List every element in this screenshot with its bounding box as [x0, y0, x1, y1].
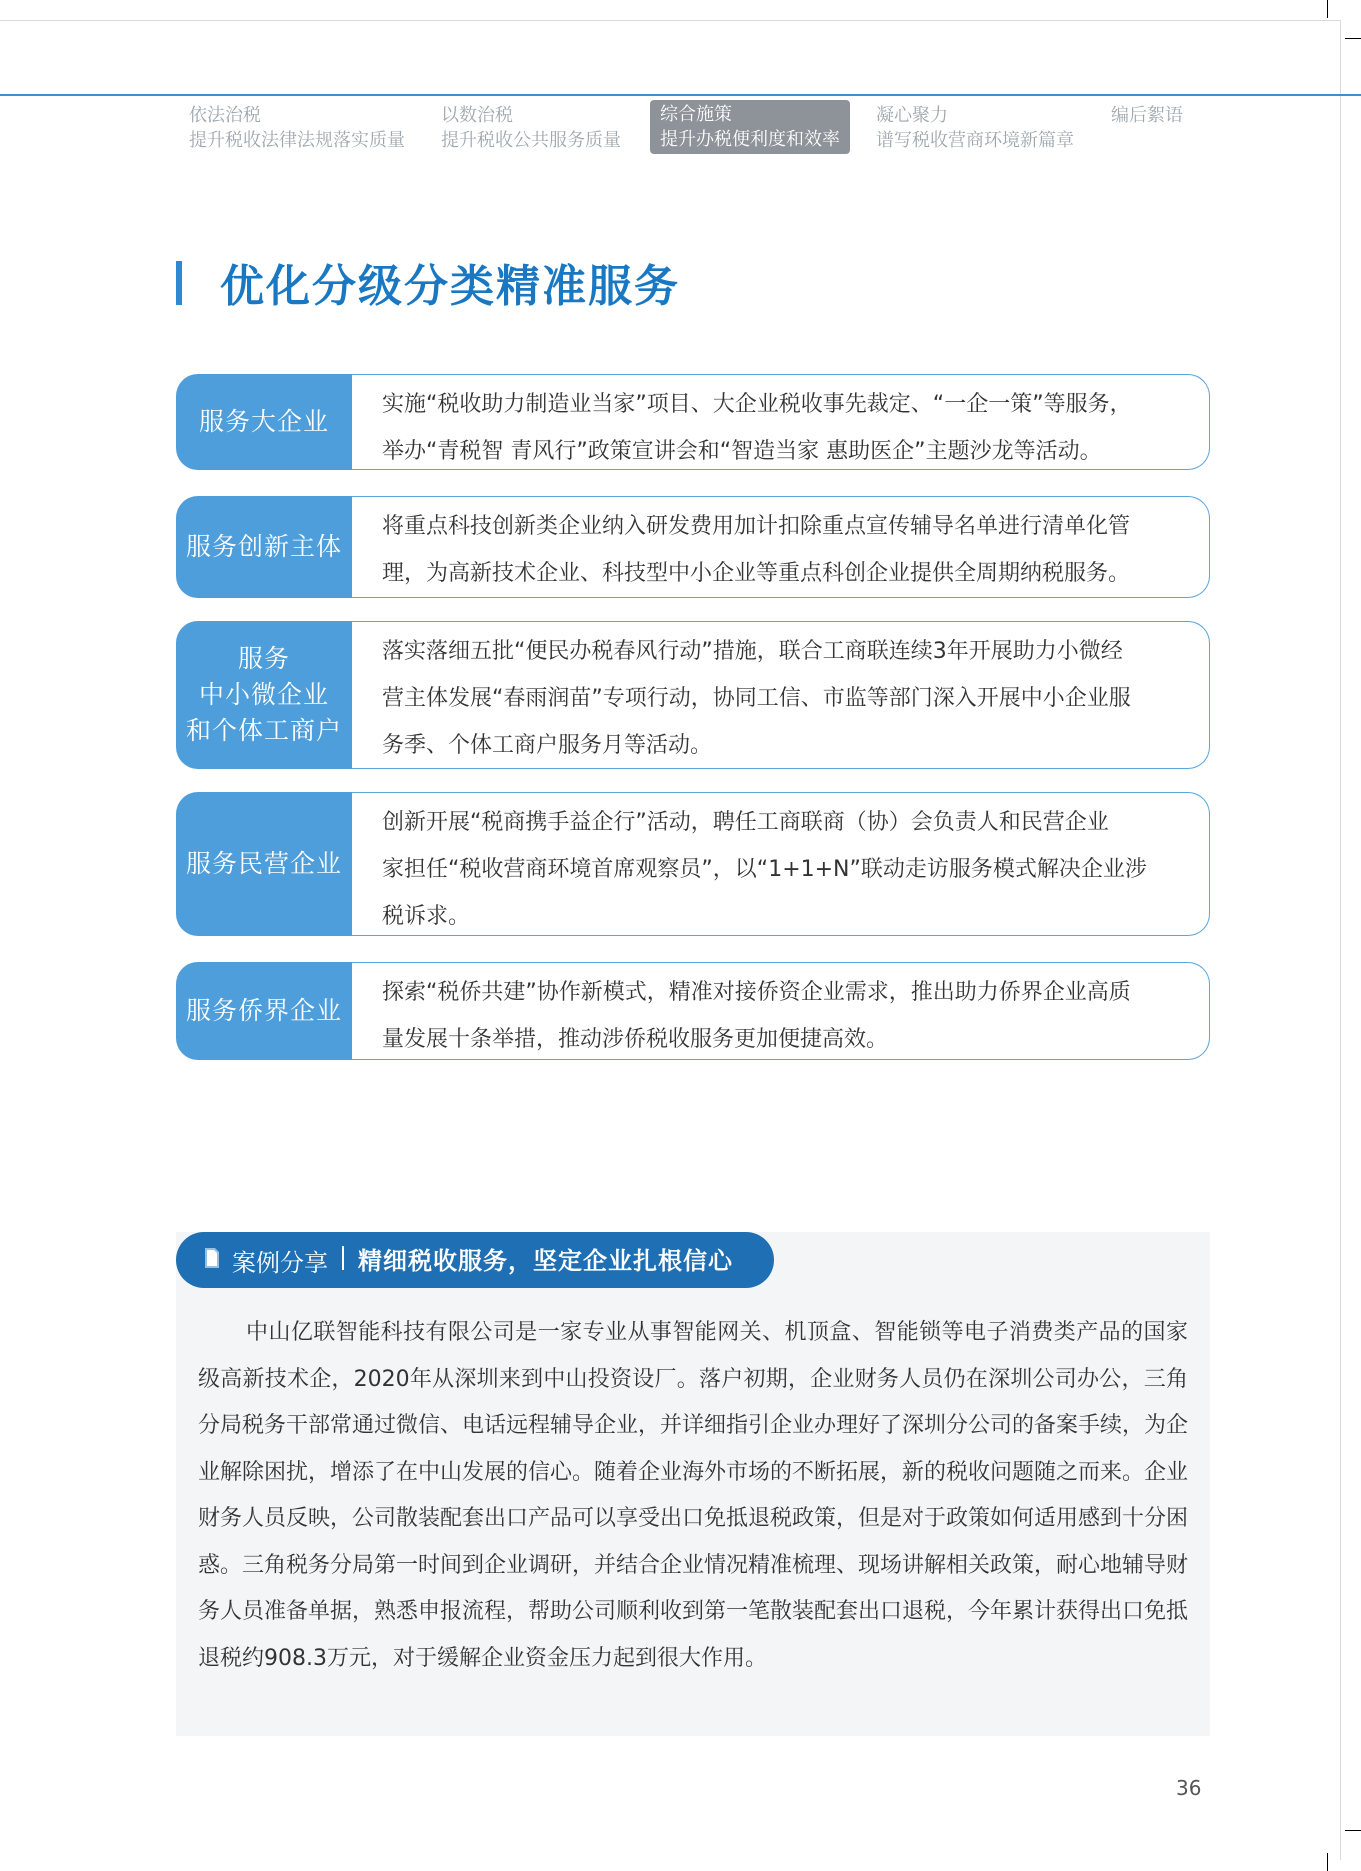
nav-item-subtitle: 提升税收公共服务质量: [441, 130, 621, 151]
service-description: [352, 962, 1210, 1060]
description-line: 家担任“税收营商环境首席观察员”，以“1+1+N”联动走访服务模式解决企业涉: [382, 857, 1147, 882]
nav-item-comprehensive[interactable]: [650, 100, 850, 154]
crop-mark-top-right: [1345, 38, 1361, 39]
service-description: [352, 621, 1210, 769]
description-line: 量发展十条举措，推动涉侨税收服务更加便捷高效。: [382, 1027, 889, 1052]
nav-item-law[interactable]: [189, 103, 405, 153]
description-line: 务季、个体工商户服务月等活动。: [382, 733, 713, 758]
crop-mark-top: [1327, 0, 1328, 18]
description-line: 理，为高新技术企业、科技型中小企业等重点科创企业提供全周期纳税服务。: [382, 561, 1131, 586]
service-description: [352, 374, 1210, 470]
nav-item-subtitle: 谱写税收营商环境新篇章: [876, 130, 1074, 151]
description-line: 营主体发展“春雨润苗”专项行动，协同工信、市监等部门深入开展中小企业服: [382, 686, 1131, 711]
chapter-nav: [0, 103, 1361, 155]
title-accent-bar: [176, 261, 182, 305]
description-line: 创新开展“税商携手益企行”活动，聘任工商联商（协）会负责人和民营企业: [382, 810, 1109, 835]
service-label: 服务 中小微企业 和个体工商户: [176, 621, 352, 769]
service-row-innovation: [176, 496, 1210, 598]
nav-item-subtitle: 提升办税便利度和效率: [660, 129, 840, 150]
case-study-body: 中山亿联智能科技有限公司是一家专业从事智能网关、机顶盒、智能锁等电子消费类产品的国家级高新技术企，2020年从深圳来到中山投资设厂。落户初期，企业财务人员仍在深圳公司办公，三角分局税务干部常通过微信、电话远程辅导企业，并详细指引企业办理好了深圳分公司的备案手续，为企业解除困扰，增添了在中山发展的信心。随着企业海外市场的不断拓展，新的税收问题随之而来。企业财务人员反映，公司散装配套出口产品可以享受出口免抵退税政策，但是对于政策如何适用感到十分困惑。三角税务分局第一时间到企业调研，并结合企业情况精准梳理、现场讲解相关政策，耐心地辅导财务人员准备单据，熟悉申报流程，帮助公司顺利收到第一笔散装配套出口退税，今年累计获得出口免抵退税约908.3万元，对于缓解企业资金压力起到很大作用。: [198, 1320, 1189, 1671]
service-row-smes: [176, 621, 1210, 769]
nav-item-afterword[interactable]: [1111, 103, 1183, 128]
service-label: 服务侨界企业: [176, 962, 352, 1060]
nav-item-title: 依法治税: [189, 105, 261, 126]
crop-mark-bottom: [1327, 1853, 1328, 1871]
document-icon: [204, 1247, 220, 1269]
page-edge-top: [0, 20, 1341, 21]
case-study-title: 精细税收服务，坚定企业扎根信心: [358, 1247, 733, 1275]
description-line: 将重点科技创新类企业纳入研发费用加计扣除重点宣传辅导名单进行清单化管: [382, 514, 1131, 539]
description-line: 落实落细五批“便民办税春风行动”措施，联合工商联连续3年开展助力小微经: [382, 639, 1123, 664]
page-number: 36: [1176, 1776, 1202, 1800]
service-row-large-enterprise: [176, 374, 1210, 470]
crop-mark-bottom-right: [1345, 1830, 1361, 1831]
nav-item-data[interactable]: [441, 103, 621, 153]
nav-item-title: 综合施策: [660, 104, 732, 125]
nav-item-subtitle: 提升税收法律法规落实质量: [189, 130, 405, 151]
nav-item-title: 以数治税: [441, 105, 513, 126]
section-title: 优化分级分类精准服务: [220, 261, 680, 312]
case-study-tag: 案例分享: [232, 1249, 328, 1277]
service-description: [352, 792, 1210, 936]
service-label: 服务民营企业: [176, 792, 352, 936]
header-divider: [0, 94, 1361, 96]
service-row-private: [176, 792, 1210, 936]
service-row-overseas-chinese: [176, 962, 1210, 1060]
case-tag-separator: [342, 1246, 344, 1270]
description-line: 举办“青税智 青风行”政策宣讲会和“智造当家 惠助医企”主题沙龙等活动。: [382, 439, 1102, 464]
service-description: [352, 496, 1210, 598]
description-line: 实施“税收助力制造业当家”项目、大企业税收事先裁定、“一企一策”等服务，: [382, 392, 1132, 417]
nav-item-title: 凝心聚力: [876, 105, 948, 126]
service-label: 服务大企业: [176, 374, 352, 470]
description-line: 探索“税侨共建”协作新模式，精准对接侨资企业需求，推出助力侨界企业高质: [382, 980, 1131, 1005]
nav-item-cohesion[interactable]: [876, 103, 1074, 153]
nav-item-title: 编后絮语: [1111, 105, 1183, 126]
description-line: 税诉求。: [382, 904, 471, 929]
page-edge-right: [1340, 20, 1341, 1860]
service-label: 服务创新主体: [176, 496, 352, 598]
